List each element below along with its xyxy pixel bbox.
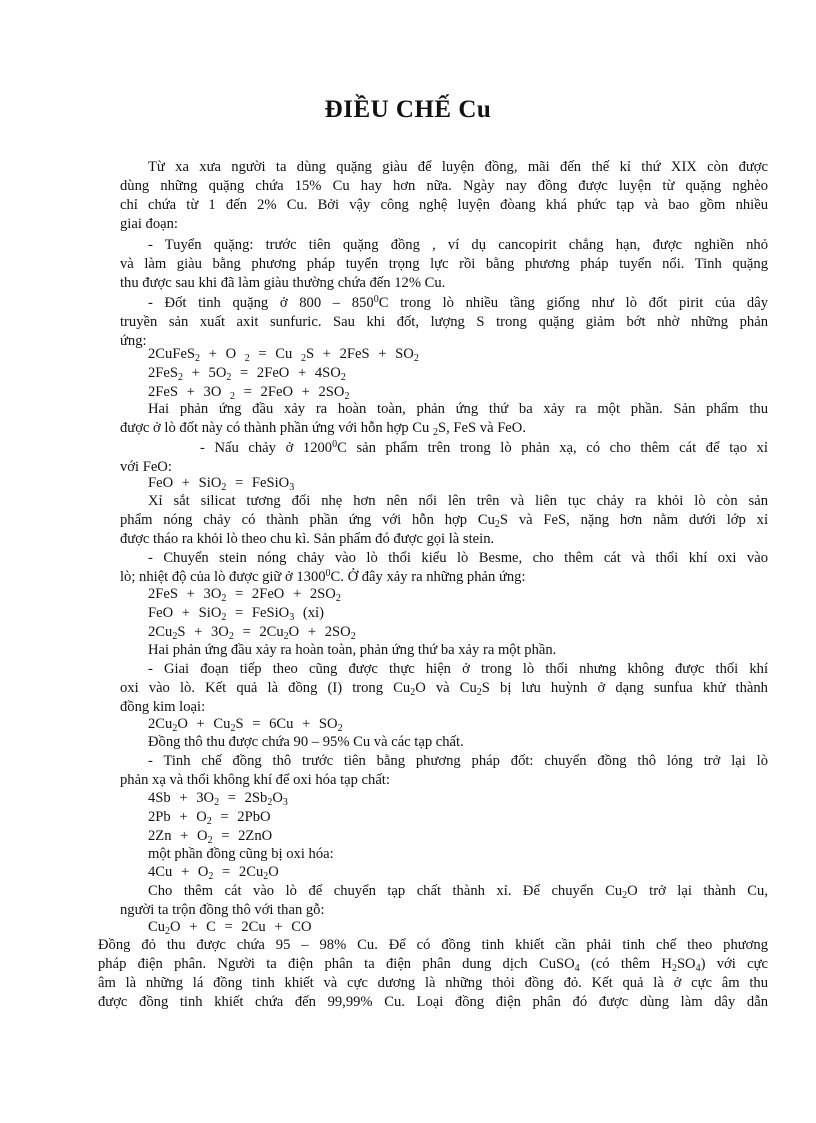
text-line: chỉ chứa từ 1 đến 2% Cu. Bởi vậy công nghệ luyện đòang khá phức tạp và bao gồm nhiều [120,197,768,213]
text-line: - Chuyển stein nóng chảy vào lò thổi kiểu lò Besme, cho thêm cát và thổi khí oxi vào [148,550,768,566]
equation-line: FeO + SiO$_2$ = FeSiO$_3$ (xỉ) [148,605,324,623]
equation-line: $2Cu_2S + 3O_2 = 2Cu_2O + 2SO_2$ [148,624,356,642]
text-line: - Giai đoạn tiếp theo cũng được thực hiện ở trong lò thổi nhưng không được thổi khí [148,661,768,677]
text-line: - Nấu chảy ở 1200$^0$C sản phẩm trên trong lò phản xạ, có cho thêm cát để tạo xỉ [200,439,768,456]
equation-line: $2Zn + O_2 = 2ZnO$ [148,828,273,846]
text-line: được ở lò đốt này có thành phần ứng với hỗn hợp Cu $_2$S, FeS và FeO. [120,420,526,438]
text-line: - Tuyển quặng: trước tiên quặng đồng , ví dụ cancopirit chẳng hạn, được nghiền nhỏ [148,237,768,253]
text-line: Từ xa xưa người ta dùng quặng giàu để luyện đồng, mãi đến thế kỉ thứ XIX còn được [148,159,768,175]
text-line: âm là những lá đồng tinh khiết và cực dương là những thỏi đồng đỏ. Kết quả là ở cực âm thu [98,975,768,991]
equation-line: 2FeS + 3O $_2 = 2FeO + 2SO_2$ [148,384,350,402]
text-line: phẩm nóng chảy có thành phần ứng với hỗn hợp $Cu_2S$ và FeS, nặng hơn nằm dưới lớp xỉ [120,512,769,530]
text-line: một phần đồng cũng bị oxi hóa: [148,846,334,862]
text-line: pháp điện phân. Người ta điện phân ta điện phân dung dịch CuSO$_4$ (có thêm $H_2SO_4$) với cực [98,956,768,974]
text-line: Đồng đỏ thu được chứa 95 – 98% Cu. Để có đồng tinh khiết cần phải tinh chế theo phương [98,937,768,953]
equation-line: FeO + SiO$_2$ = FeSiO$_3$ [148,475,295,493]
text-line: và làm giàu bằng phương pháp tuyển trọng lực rồi bằng phương pháp tuyển nổi. Tinh quặng [120,256,768,272]
equation-line: $4Sb + 3O_2 = 2Sb_2O_3$ [148,790,288,808]
equation-line: $2FeS_2 + 5O_2 = 2FeO + 4SO_2$ [148,365,346,383]
text-line: phản xạ và thổi không khí để oxi hóa tạp chất: [120,772,390,788]
text-line: Hai phản ứng đầu xảy ra hoàn toàn, phản ứng thứ ba xảy ra một phần. [148,642,557,658]
equation-line: $4Cu + O_2 = 2Cu_2O$ [148,864,279,882]
equation-line: $2Pb + O_2 = 2PbO$ [148,809,271,827]
text-line: ứng: [120,333,147,349]
text-line: với FeO: [120,459,172,475]
text-line: dùng những quặng chứa 15% Cu hay hơn nữa. Ngày nay đồng được luyện từ quặng nghèo [120,178,768,194]
text-line: lò; nhiệt độ của lò được giữ ở 1300$^0$C. Ở đây xảy ra những phản ứng: [120,568,526,585]
text-line: - Đốt tinh quặng ở $800 - 850^0C$ trong lò nhiều tầng giống như lò đốt pirit của dây [148,294,769,311]
text-line: - Tinh chế đồng thô trước tiên bằng phương pháp đốt: chuyển đồng thô lỏng trở lại lò [148,753,768,769]
text-line: được tháo ra khỏi lò theo chu kì. Sản phẩm đó được gọi là stein. [120,531,495,547]
document-title: ĐIỀU CHẾ Cu [324,96,492,123]
text-line: người ta trộn đồng thô với than gỗ: [120,902,325,918]
equation-line: 2CuFeS$_2$ + O $_2$ = Cu $_2S + 2FeS + SO_2$ [148,346,419,364]
text-line: truyền sản xuất axit sunfuric. Sau khi đốt, lượng S trong quặng giảm bớt nhờ những phản [120,314,768,330]
text-line: Hai phản ứng đầu xảy ra hoàn toàn, phản ứng thứ ba xảy ra một phần. Sản phẩm thu [148,401,768,417]
text-line: đồng kim loại: [120,699,206,715]
equation-line: $2Cu_2O + Cu_2S = 6Cu + SO_2$ [148,716,343,734]
text-line: oxi vào lò. Kết quả là đồng (I) trong $Cu_2O$ và $Cu_2S$ bị lưu huỳnh ở dạng sunfua khử thành [120,680,768,698]
equation-line: $2FeS + 3O_2 = 2FeO + 2SO_2$ [148,586,341,604]
equation-line: $Cu_2O + C = 2Cu$ + CO [148,919,312,937]
text-line: giai đoạn: [120,216,178,232]
text-line: thu được sau khi đã làm giàu thường chứa đến 12% Cu. [120,275,446,291]
text-line: Cho thêm cát vào lò để chuyển tạp chất thành xỉ. Để chuyển $Cu_2O$ trở lại thành Cu, [148,883,768,901]
text-line: được đồng tinh khiết chứa đến 99,99% Cu. Loại đồng điện phân đó được dùng làm dây dẫn [98,994,768,1010]
text-line: Xỉ sắt silicat tương đối nhẹ hơn nên nổi lên trên và liên tục chảy ra khỏi lò còn sản [148,493,768,509]
text-line: Đồng thô thu được chứa 90 – 95% Cu và các tạp chất. [148,734,464,750]
